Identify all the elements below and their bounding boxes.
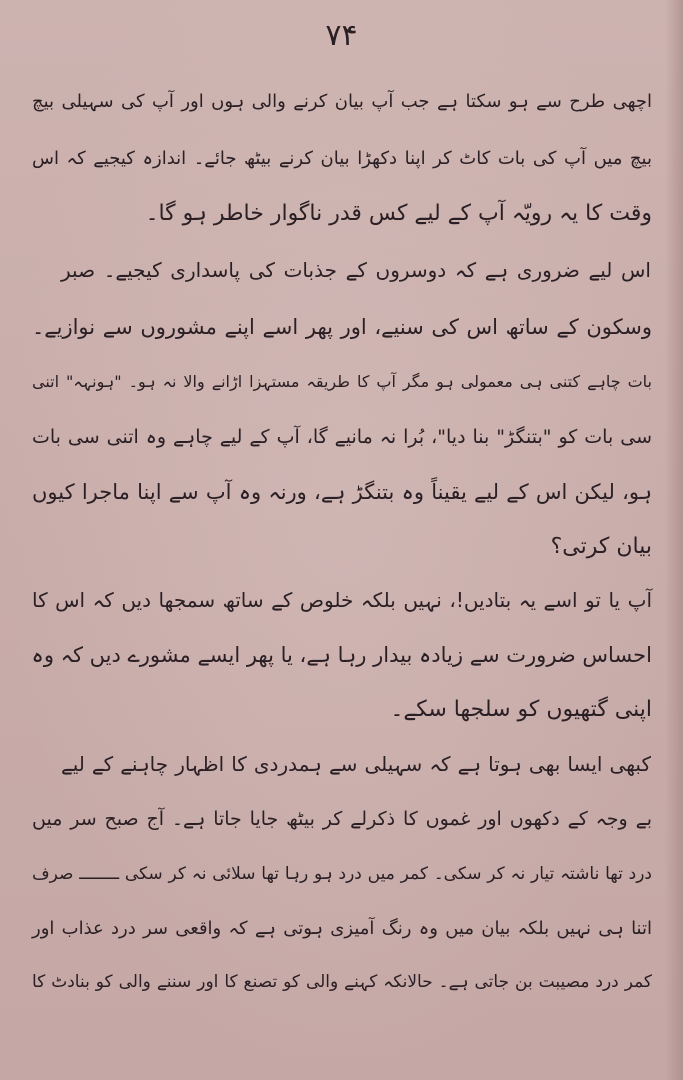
text-line: کمر درد مصیبت بن جاتی ہے۔ حالانکہ کہنے والی کو تصنع کا اور سننے والی کو بنادٹ کا [32, 972, 652, 992]
text-line: اچھی طرح سے ہو سکتا ہے جب آپ بیان کرنے والی ہوں اور آپ کی سہیلی بیچ [32, 91, 652, 112]
text-line: آپ یا تو اسے یہ بتادیں!، نہیں بلکہ خلوص کے ساتھ سمجھا دیں کہ اس کا [32, 588, 652, 612]
text-line: اتنا ہی نہیں بلکہ بیان میں وہ رنگ آمیزی ہوتی ہے کہ واقعی سر درد عذاب اور [32, 918, 652, 939]
text-line: اپنی گتھیوں کو سلجھا سکے۔ [390, 697, 652, 722]
text-line: سی بات کو "بتنگڑ" بنا دیا"، بُرا نہ مانیے گا، آپ کے لیے چاہے وہ اتنی سی بات [32, 426, 652, 448]
text-line: بے وجہ کے دکھوں اور غموں کا ذکرلے کر بیٹھ جایا جاتا ہے۔ آج صبح سر میں [32, 808, 652, 830]
text-line: وسکون کے ساتھ اس کی سنیے، اور پھر اسے اپنے مشوروں سے نوازیے۔ [32, 315, 652, 339]
text-line: کبھی ایسا بھی ہوتا ہے کہ سہیلی سے ہمدردی کا اظہار چاہنے کے لیے [61, 752, 651, 776]
page-edge-shadow [665, 0, 683, 1080]
text-line: درد تھا ناشتہ تیار نہ کر سکی۔ کمر میں درد ہو رہا تھا سلائی نہ کر سکی ــــــــ صرف [32, 864, 652, 884]
text-line: وقت کا یہ رویّہ آپ کے لیے کس قدر ناگوار خاطر ہو گا۔ [145, 201, 652, 226]
text-line: بات چاہے کتنی ہی معمولی ہو مگر آپ کا طریقہ مستہزا اڑانے والا نہ ہو۔ "ہونہہ" اتنی [32, 372, 652, 391]
text-line: ہو، لیکن اس کے لیے یقیناً وہ بتنگڑ ہے، ورنہ وہ آپ سے اپنا ماجرا کیوں [32, 480, 652, 504]
text-line: بیچ میں آپ کی بات کاٹ کر اپنا دکھڑا بیان کرنے بیٹھ جائے۔ اندازہ کیجیے کہ اس [32, 148, 652, 169]
text-line: اس لیے ضروری ہے کہ دوسروں کے جذبات کی پاسداری کیجیے۔ صبر [61, 258, 651, 282]
text-line: بیان کرتی؟ [550, 534, 652, 559]
text-line: احساس ضرورت سے زیادہ بیدار رہا ہے، یا پھر ایسے مشورے دیں کہ وہ [31, 643, 652, 667]
page-number: ۷۴ [325, 18, 358, 53]
